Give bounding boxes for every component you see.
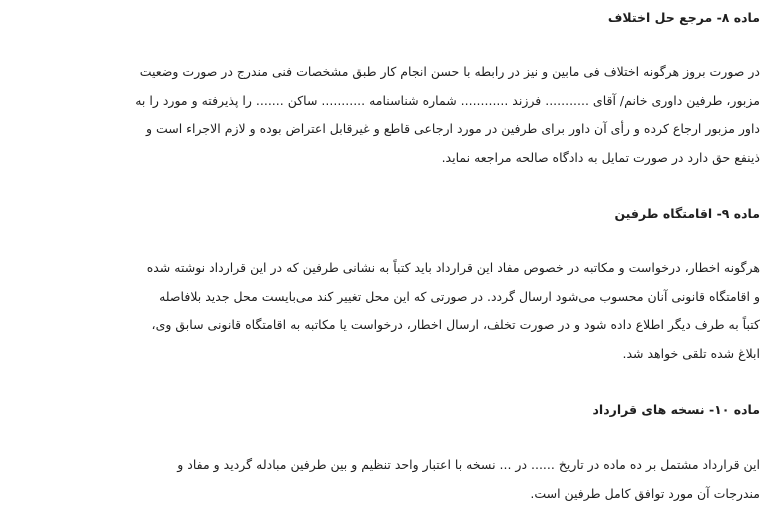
- article-8-line-1: در صورت بروز هرگونه اختلاف فی مابین و نیز در رابطه با حسن انجام کار طبق مشخصات فنی مندرج در صورت وضعیت: [139, 64, 760, 79]
- article-10-line-2: مندرجات آن مورد توافق کامل طرفین است.: [530, 485, 760, 501]
- article-9-heading: ماده ۹- اقامتگاه طرفین: [614, 206, 760, 221]
- article-8-heading: ماده ۸- مرجع حل اختلاف: [607, 10, 760, 25]
- article-8-line-2: مزبور، طرفین داوری خانم/ آقای ........... فرزند ............ شماره شناسنامه ........... ساکن ....... را پذیرفته و مورد را به: [135, 92, 760, 108]
- article-9-line-1: هرگونه اخطار، درخواست و مکاتبه در خصوص مفاد این قرارداد باید کتباً به نشانی طرفین که در این قرارداد نوشته شده: [146, 260, 760, 275]
- article-9-paragraph: [9, 254, 760, 368]
- article-10-heading: ماده ۱۰- نسخه های قرارداد: [592, 402, 760, 417]
- article-8-line-4: ذینفع حق دارد در صورت تمایل به دادگاه صالحه مراجعه نماید.: [441, 149, 760, 165]
- article-8-line-3: داور مزبور ارجاع کرده و رأی آن داور برای طرفین در مورد ارجاعی قاطع و غیرقابل اعتراض بوده و لازم الاجراء است و: [145, 121, 760, 136]
- article-10-paragraph: [9, 451, 760, 508]
- article-9-line-4: ابلاغ شده تلقی خواهد شد.: [622, 345, 760, 361]
- article-8-paragraph: [9, 58, 760, 172]
- article-9-line-2: و اقامتگاه قانونی آنان محسوب می‌شود ارسال گردد. در صورتی که این محل تغییر کند می‌بایست محل جدید بلافاصله: [159, 288, 760, 304]
- article-9-line-3: کتباً به طرف دیگر اطلاع داده شود و در صورت تخلف، ارسال اخطار، درخواست یا مکاتبه به اقامتگاه قانونی سابق وی،: [151, 317, 760, 332]
- article-10-line-1: این قرارداد مشتمل بر ده ماده در تاریخ ...... در ... نسخه با اعتبار واحد تنظیم و بین طرفین مبادله گردید و مفاد و: [177, 457, 760, 472]
